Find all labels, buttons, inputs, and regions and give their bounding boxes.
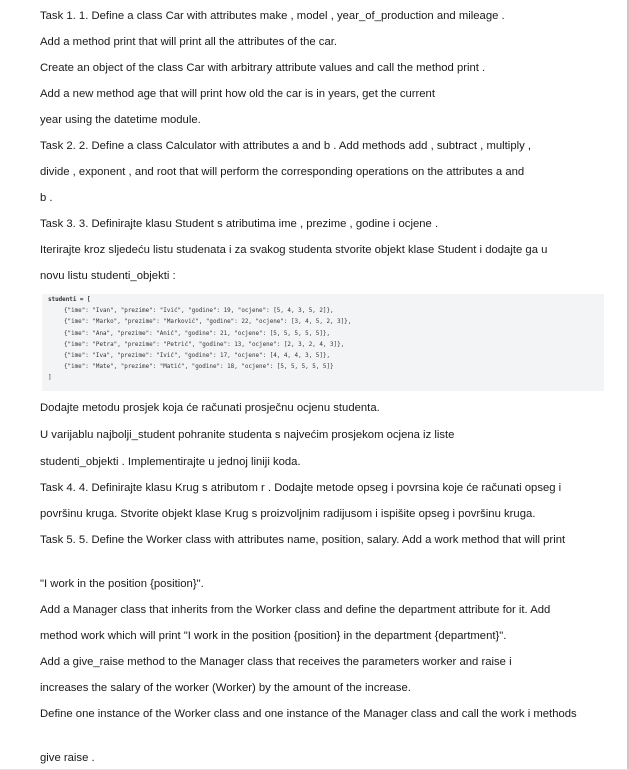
task5-line-8: give raise . bbox=[40, 752, 95, 764]
task5-line-6: increases the salary of the worker (Worker) by the amount of the increase. bbox=[40, 682, 411, 694]
task1-line-3: Create an object of the class Car with arbitrary attribute values and call the method print . bbox=[40, 62, 486, 74]
code-line-item: {"ime": "Ivan", "prezime": "Ivić", "godine": 19, "ocjene": [5, 4, 3, 5, 2]}, bbox=[64, 308, 334, 315]
code-line-close: ] bbox=[48, 375, 52, 382]
task5-line-2: "I work in the position {position}". bbox=[40, 578, 204, 590]
task5-line-3: Add a Manager class that inherits from the Worker class and define the department attribute for it. Add bbox=[40, 604, 551, 616]
task3-line-4: Dodajte metodu prosjek koja će računati prosječnu ocjenu studenta. bbox=[40, 402, 380, 414]
task2-heading: Task 2. 2. Define a class Calculator with attributes a and b . Add methods add , subtract , multiply , bbox=[40, 140, 532, 152]
task3-line-6: studenti_objekti . Implementirajte u jednoj liniji koda. bbox=[40, 456, 301, 468]
code-line-item: {"ime": "Mate", "prezime": "Matić", "godine": 18, "ocjene": [5, 5, 5, 5, 5]} bbox=[64, 364, 334, 371]
task1-heading: Task 1. 1. Define a class Car with attributes make , model , year_of_production and mileage . bbox=[40, 10, 505, 22]
task2-line-3: b . bbox=[40, 192, 53, 204]
task5-line-7: Define one instance of the Worker class and one instance of the Manager class and call the work i methods bbox=[40, 708, 577, 720]
task3-line-3: novu listu studenti_objekti : bbox=[40, 270, 176, 282]
task3-heading: Task 3. 3. Definirajte klasu Student s atributima ime , prezime , godine i ocjene . bbox=[40, 218, 439, 230]
task1-line-2: Add a method print that will print all the attributes of the car. bbox=[40, 36, 338, 48]
task4-line-2: površinu kruga. Stvorite objekt klase Krug s proizvoljnim radijusom i ispišite opseg i površinu kruga. bbox=[40, 508, 536, 520]
task2-line-2: divide , exponent , and root that will perform the corresponding operations on the attributes a and bbox=[40, 166, 525, 178]
task5-line-4: method work which will print "I work in the position {position} in the department {department}". bbox=[40, 630, 507, 642]
code-block-studenti bbox=[42, 294, 604, 391]
code-line-open: studenti = [ bbox=[48, 297, 91, 303]
task5-heading: Task 5. 5. Define the Worker class with attributes name, position, salary. Add a work method that will print bbox=[40, 534, 566, 546]
task1-line-4: Add a new method age that will print how old the car is in years, get the current bbox=[40, 88, 435, 100]
task5-line-5: Add a give_raise method to the Manager class that receives the parameters worker and raise i bbox=[40, 656, 512, 668]
code-line-item: {"ime": "Petra", "prezime": "Petrić", "godine": 13, "ocjene": [2, 3, 2, 4, 3]}, bbox=[64, 341, 345, 348]
task4-heading: Task 4. 4. Definirajte klasu Krug s atributom r . Dodajte metode opseg i povrsina koje će računati opseg i bbox=[40, 482, 562, 494]
task3-line-2: Iterirajte kroz sljedeću listu studenata i za svakog studenta stvorite objekt klase Student i dodajte ga u bbox=[40, 244, 548, 256]
task3-line-5: U varijablu najbolji_student pohranite studenta s najvećim prosjekom ocjena iz liste bbox=[40, 429, 455, 441]
task1-line-5: year using the datetime module. bbox=[40, 114, 201, 126]
code-line-item: {"ime": "Iva", "prezime": "Ivić", "godine": 17, "ocjene": [4, 4, 4, 3, 5]}, bbox=[64, 352, 330, 359]
code-line-item: {"ime": "Ana", "prezime": "Anić", "godine": 21, "ocjene": [5, 5, 5, 5, 5]}, bbox=[64, 330, 330, 337]
code-line-item: {"ime": "Marko", "prezime": "Marković", "godine": 22, "ocjene": [3, 4, 5, 2, 3]}, bbox=[64, 319, 352, 326]
